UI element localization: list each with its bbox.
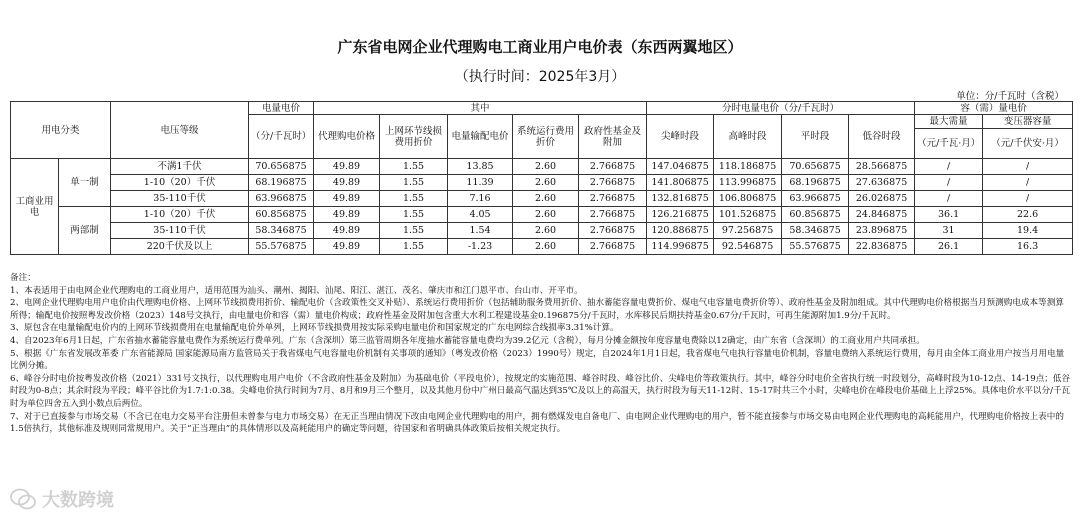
notes-section — [10, 272, 1072, 436]
high-cell: 101.526875 — [714, 207, 782, 223]
peak-cell: 126.216875 — [647, 207, 714, 223]
sys-cell: 2.60 — [513, 239, 579, 255]
price-cell: 60.856875 — [249, 207, 314, 223]
loss-cell: 1.55 — [380, 175, 448, 191]
peak-cell: 120.886875 — [647, 223, 714, 239]
proxy-cell: 49.89 — [314, 207, 380, 223]
category-cell: 工商业用电 — [11, 159, 59, 255]
trans-cell: 7.16 — [448, 191, 513, 207]
proxy-cell: 49.89 — [314, 159, 380, 175]
voltage-cell: 35-110千伏 — [111, 223, 249, 239]
tariff-table — [10, 101, 1073, 255]
watermark-text: 大数跨境 — [42, 490, 114, 511]
table-row — [11, 223, 1073, 239]
voltage-cell: 不满1千伏 — [111, 159, 249, 175]
loss-cell: 1.55 — [380, 191, 448, 207]
header-among: 其中 — [314, 102, 647, 115]
high-cell: 106.806875 — [714, 191, 782, 207]
xfmr-cell: 22.6 — [983, 207, 1073, 223]
loss-cell: 1.55 — [380, 223, 448, 239]
maxd-cell: 31 — [915, 223, 983, 239]
price-cell: 58.346875 — [249, 223, 314, 239]
price-cell: 55.576875 — [249, 239, 314, 255]
loss-cell: 1.55 — [380, 207, 448, 223]
proxy-cell: 49.89 — [314, 191, 380, 207]
flat-cell: 55.576875 — [782, 239, 849, 255]
notes-heading: 备注： — [10, 273, 36, 283]
gov-cell: 2.766875 — [579, 239, 647, 255]
high-cell: 113.996875 — [714, 175, 782, 191]
header-transformer: 变压器容量 — [983, 115, 1073, 129]
maxd-cell: / — [915, 159, 983, 175]
note-item: 6、峰谷分时电价按粤发改价格（2021）331号文执行，以代理购电用户电价（不含政府性基金及附加）为基础电价（平段电价），按规定的实施范围、峰谷时段、峰谷比价、尖峰电价等政策执行。其中，峰谷分时电价全省执行统一时段划分，高峰时段为10-12点、14-19点；低谷时段为0-8点；其余时段为平段；峰平谷比价为1.7:1:0.38。尖峰电价执行时间为7月、8月和9月三个整月，以及其他月份中广州日最高气温达到35℃及以上的高温天，执行时段为每天11-12时、15-17时共三个小时，尖峰电价在峰段电价基础上上浮25%。具体电价水平以分/千瓦时为单位四舍五入到小数点后两位。 — [10, 373, 1071, 409]
voltage-cell: 35-110千伏 — [111, 191, 249, 207]
flat-cell: 68.196875 — [782, 175, 849, 191]
peak-cell: 147.046875 — [647, 159, 714, 175]
header-voltage: 电压等级 — [111, 102, 249, 159]
sys-cell: 2.60 — [513, 159, 579, 175]
high-cell: 92.546875 — [714, 239, 782, 255]
note-item: 7、对于已直接参与市场交易（不含已在电力交易平台注册但未曾参与电力市场交易）在无正当理由情况下改由电网企业代理购电的用户，拥有燃煤发电自备电厂、由电网企业代理购电的用户，暂不能直接参与市场交易由电网企业代理购电的高耗能用户，代理购电价格按上表中的1.5倍执行，其他标准及规则同常规用户。关于“正当理由”的具体情形以及高耗能用户的确定等问题，待国家和省明确具体政策后按相关规定执行。 — [10, 411, 1064, 435]
sys-cell: 2.60 — [513, 207, 579, 223]
flat-cell: 70.656875 — [782, 159, 849, 175]
note-item: 5、根据《广东省发展改革委 广东省能源局 国家能源局南方监管局关于我省煤电气电容量电价机制有关事项的通知》（粤发改价格（2023）1990号）规定，自2024年1月1日起，我省煤电气电执行容量电价机制，容量电费纳入系统运行费用，每月由全体工商业用户按当月用电量比例分摊。 — [10, 348, 1065, 372]
flat-cell: 60.856875 — [782, 207, 849, 223]
header-proxy: 代理购电价格 — [314, 115, 380, 159]
flat-cell: 58.346875 — [782, 223, 849, 239]
xfmr-cell: / — [983, 191, 1073, 207]
gov-cell: 2.766875 — [579, 191, 647, 207]
header-high: 高峰时段 — [714, 115, 782, 159]
wechat-icon — [10, 488, 36, 510]
header-energy-price-unit: （分/千瓦时） — [249, 115, 314, 159]
voltage-cell: 1-10（20）千伏 — [111, 175, 249, 191]
header-transmission: 电量输配电价 — [448, 115, 513, 159]
gov-cell: 2.766875 — [579, 207, 647, 223]
group-cell: 两部制 — [59, 207, 111, 255]
sys-cell: 2.60 — [513, 223, 579, 239]
price-cell: 68.196875 — [249, 175, 314, 191]
low-cell: 23.896875 — [849, 223, 915, 239]
header-gov: 政府性基金及附加 — [579, 115, 647, 159]
trans-cell: 11.39 — [448, 175, 513, 191]
peak-cell: 141.806875 — [647, 175, 714, 191]
price-cell: 70.656875 — [249, 159, 314, 175]
trans-cell: 4.05 — [448, 207, 513, 223]
low-cell: 28.566875 — [849, 159, 915, 175]
watermark — [10, 486, 114, 512]
sys-cell: 2.60 — [513, 175, 579, 191]
group-cell: 单一制 — [59, 159, 111, 207]
low-cell: 22.836875 — [849, 239, 915, 255]
page-title: 广东省电网企业代理购电工商业用户电价表（东西两翼地区） — [337, 38, 743, 56]
flat-cell: 63.966875 — [782, 191, 849, 207]
note-item: 2、电网企业代理购电用户电价由代理购电价格、上网环节线损费用折价、输配电价（含政策性交叉补贴）、系统运行费用折价（包括辅助服务费用折价、抽水蓄能容量电费折价、煤电气电容量电费折价等）、政府性基金及附加组成。其中代理购电价格根据当月预测购电成本等测算所得；输配电价按照粤发改价格（2023）148号文执行，由电量电价和容（需）量电价构成；政府性基金及附加包含重大水利工程建设基金0.196875分/千瓦时，水库移民后期扶持基金0.67分/千瓦时，可再生能源附加1.9分/千瓦时。 — [10, 298, 1064, 321]
page-subtitle: （执行时间：2025年3月） — [454, 69, 626, 85]
trans-cell: 13.85 — [448, 159, 513, 175]
low-cell: 27.636875 — [849, 175, 915, 191]
header-peak: 尖峰时段 — [647, 115, 714, 159]
header-category: 用电分类 — [11, 102, 111, 159]
note-item: 4、自2023年6月1日起，广东省抽水蓄能容量电费作为系统运行费单列。广东（含深圳）第三监管周期各年度抽水蓄能容量电费均为39.2亿元（含税），每月分摊金额按年度容量电费除以12确定，由广东省（含深圳）的工商业用户共同承担。 — [10, 335, 925, 346]
voltage-cell: 220千伏及以上 — [111, 239, 249, 255]
maxd-cell: 36.1 — [915, 207, 983, 223]
header-transformer-unit: （元/千伏安·月） — [983, 129, 1073, 159]
sys-cell: 2.60 — [513, 191, 579, 207]
header-loss: 上网环节线损费用折价 — [380, 115, 448, 159]
header-flat: 平时段 — [782, 115, 849, 159]
high-cell: 97.256875 — [714, 223, 782, 239]
table-row — [11, 207, 1073, 223]
header-energy-price: 电量电价 — [249, 102, 314, 115]
header-system: 系统运行费用折价 — [513, 115, 579, 159]
note-item: 1、本表适用于由电网企业代理购电的工商业用户，适用范围为汕头、潮州、揭阳、汕尾、阳江、湛江、茂名、肇庆市和江门恩平市、台山市、开平市。 — [10, 285, 583, 296]
price-cell: 63.966875 — [249, 191, 314, 207]
maxd-cell: 26.1 — [915, 239, 983, 255]
proxy-cell: 49.89 — [314, 175, 380, 191]
table-row — [11, 239, 1073, 255]
table-row — [11, 191, 1073, 207]
xfmr-cell: 16.3 — [983, 239, 1073, 255]
header-capacity: 容（需）量电价 — [915, 102, 1073, 115]
high-cell: 118.186875 — [714, 159, 782, 175]
low-cell: 24.846875 — [849, 207, 915, 223]
maxd-cell: / — [915, 175, 983, 191]
header-max-demand-unit: （元/千瓦·月） — [915, 129, 983, 159]
peak-cell: 132.816875 — [647, 191, 714, 207]
loss-cell: 1.55 — [380, 239, 448, 255]
table-row — [11, 175, 1073, 191]
xfmr-cell: / — [983, 175, 1073, 191]
loss-cell: 1.55 — [380, 159, 448, 175]
gov-cell: 2.766875 — [579, 175, 647, 191]
trans-cell: -1.23 — [448, 239, 513, 255]
table-row — [11, 159, 1073, 175]
voltage-cell: 1-10（20）千伏 — [111, 207, 249, 223]
proxy-cell: 49.89 — [314, 239, 380, 255]
proxy-cell: 49.89 — [314, 223, 380, 239]
unit-label: 单位：分/千瓦时（含税） — [956, 91, 1064, 102]
xfmr-cell: / — [983, 159, 1073, 175]
low-cell: 26.026875 — [849, 191, 915, 207]
note-item: 3、原包含在电量输配电价内的上网环节线损费用在电量输配电价外单列，上网环节线损费用按实际采购电量电价和国家规定的广东电网综合线损率3.31%计算。 — [10, 323, 619, 334]
header-low: 低谷时段 — [849, 115, 915, 159]
maxd-cell: / — [915, 191, 983, 207]
gov-cell: 2.766875 — [579, 223, 647, 239]
trans-cell: 1.54 — [448, 223, 513, 239]
peak-cell: 114.996875 — [647, 239, 714, 255]
xfmr-cell: 19.4 — [983, 223, 1073, 239]
header-tou: 分时电量电价（分/千瓦时） — [647, 102, 915, 115]
gov-cell: 2.766875 — [579, 159, 647, 175]
header-max-demand: 最大需量 — [915, 115, 983, 129]
